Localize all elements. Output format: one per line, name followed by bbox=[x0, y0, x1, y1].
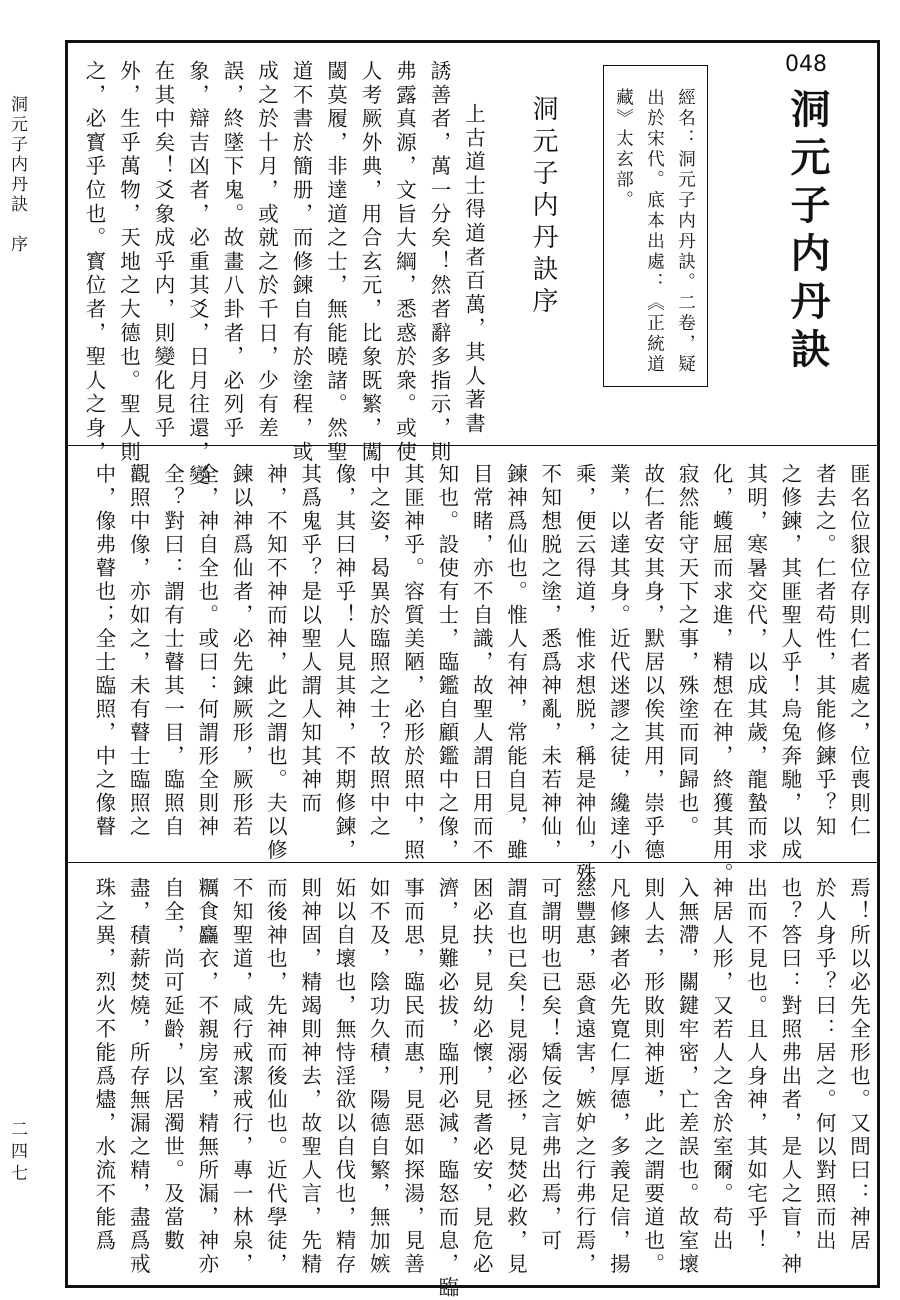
text-column: 神，不知不神而神，此之謂也。夫以修 bbox=[263, 463, 288, 863]
text-column: 濟，見難必拔，臨刑必減，臨怒而息，臨 bbox=[434, 877, 459, 1300]
text-column: 鍊以神爲仙者，必先鍊厥形，厥形若 bbox=[229, 463, 254, 839]
text-column: 觀照中像，亦如之，未有瞽士臨照之 bbox=[126, 463, 151, 839]
text-column: 故仁者安其身，默居以俟其用，崇乎德 bbox=[640, 463, 665, 863]
text-column: 如不及，陰功久積，陽德自繁，無加嫉 bbox=[366, 877, 391, 1277]
text-column: 知也。設使有士，臨鑑自顧鑑中之像， bbox=[434, 463, 459, 863]
text-column: 凡修鍊者必先寛仁厚德，多義足信，揚 bbox=[606, 877, 631, 1277]
text-column: 出而不見也。且人身神，其如宅乎！ bbox=[743, 877, 768, 1253]
text-column: 盡，積薪焚燒，所存無漏之精，盡爲戒 bbox=[126, 877, 151, 1277]
text-column: 閾莫履，非達道之士，無能曉諸。然聖 bbox=[323, 60, 348, 465]
text-column: 道不書於簡册，而修鍊自有於塗程，或 bbox=[289, 60, 313, 465]
entry-title: 洞元子内丹訣 bbox=[784, 88, 830, 376]
preface-title: 洞元子内丹訣序 bbox=[528, 95, 558, 319]
text-column: 弗露真源，文旨大綱，悉惑於衆。或使 bbox=[392, 60, 417, 465]
text-column: 之修鍊，其匪聖人乎！烏兔奔馳，以成 bbox=[777, 463, 802, 863]
text-column: 困必扶，見幼必懷，見耆必安，見危必 bbox=[469, 877, 494, 1277]
text-column: 而後神也，先神而後仙也。近代學徒， bbox=[263, 877, 288, 1277]
note-line: 藏》太玄部。 bbox=[613, 88, 634, 211]
text-column: 可謂明也已矣！矯佞之言弗出焉，可 bbox=[537, 877, 562, 1253]
text-column: 其明，寒暑交代，以成其歲，龍蟄而求 bbox=[743, 463, 768, 863]
text-column: 誤，終墜下鬼。故畫八卦者，必列乎 bbox=[220, 60, 244, 441]
text-column: 之，必寳乎位也。寳位者，聖人之身， bbox=[82, 60, 106, 465]
text-column: 也？答曰：對照弗出者，是人之盲，神 bbox=[777, 877, 802, 1277]
text-column: 不知聖道，咸行戒潔戒行，專一林泉， bbox=[229, 877, 254, 1277]
text-column: 慈豐惠，惡貪遠害，嫉妒之行弗行焉， bbox=[572, 877, 597, 1277]
text-column: 鍊神爲仙也。惟人有神，常能自見，雖 bbox=[503, 463, 528, 863]
text-column: 入無滯，關鍵牢密，亡差誤也。故室壞 bbox=[675, 877, 699, 1277]
text-column: 匪名位貇位存則仁者處之，位喪則仁 bbox=[846, 463, 871, 839]
text-column: 像，其曰神乎！人見其神，不期修鍊， bbox=[332, 463, 356, 863]
text-column: 外，生乎萬物，天地之大德也。聖人則 bbox=[116, 60, 141, 465]
note-line: 出於宋代。底本出處：《正統道 bbox=[644, 88, 665, 375]
text-column: 糲食麤衣，不親房室，精無所漏，神亦 bbox=[194, 877, 219, 1277]
text-column: 中之姿，曷異於臨照之士？故照中之 bbox=[366, 463, 391, 839]
text-column: 珠之異，烈火不能爲燼，水流不能爲 bbox=[91, 877, 116, 1253]
text-column: 事而思，臨民而惠，見惡如探湯，見善 bbox=[400, 877, 425, 1277]
text-column: 謂直也已矣！見溺必拯，見焚必救，見 bbox=[503, 877, 528, 1277]
text-column: 其匪神乎。容質美陋，必形於照中，照 bbox=[400, 463, 425, 863]
text-column: 則神固，精竭則神去，故聖人言，先精 bbox=[297, 877, 322, 1277]
text-column: 神居人形，又若人之舍於室爾。苟出 bbox=[709, 877, 734, 1253]
text-column: 乘，便云得道，惟求想脱，稱是神仙，殊 bbox=[572, 463, 597, 886]
text-column: 象，辯吉凶者，必重其爻，日月往還，變 bbox=[185, 60, 210, 489]
text-column: 自全，尚可延齡，以居濁世。及當數 bbox=[160, 877, 185, 1253]
running-header: 洞元子内丹訣 序 bbox=[7, 95, 27, 255]
text-column: 全，神自全也。或曰：何謂形全則神 bbox=[194, 463, 219, 839]
text-column: 其爲鬼乎？是以聖人謂人知其神而 bbox=[297, 463, 322, 816]
text-column: 上古道士得道者百萬，其人著書 bbox=[461, 103, 486, 437]
text-column: 妬以自壞也，無恃淫欲以自伐也，精存 bbox=[332, 877, 356, 1277]
page-number: 二四七 bbox=[7, 1120, 27, 1186]
text-column: 成之於十月，或就之於千日，少有差 bbox=[254, 60, 279, 441]
text-column: 誘善者，萬一分矣！然者辭多指示，則 bbox=[427, 60, 451, 465]
entry-number: 048 bbox=[785, 52, 827, 77]
text-column: 目常睹，亦不自識，故聖人謂日用而不 bbox=[469, 463, 494, 863]
text-column: 則人去，形敗則神逝，此之謂要道也。 bbox=[640, 877, 665, 1277]
text-column: 於人身乎？曰：居之。何以對照而出 bbox=[812, 877, 837, 1253]
text-column: 化，蠖屈而求進，精想在神，終獲其用。 bbox=[709, 463, 734, 886]
text-column: 不知想脱之塗，悉爲神亂，未若神仙， bbox=[537, 463, 562, 863]
text-column: 全？對曰：謂有士瞽其一目，臨照自 bbox=[160, 463, 185, 839]
text-column: 人考厥外典，用合玄元，比象既繁，闖 bbox=[358, 60, 382, 465]
text-column: 焉！所以必先全形也。又問曰：神居 bbox=[846, 877, 871, 1253]
text-column: 寂然能守天下之事，殊塗而同歸也。 bbox=[675, 463, 699, 839]
text-column: 在其中矣！爻象成乎内，則變化見乎 bbox=[151, 60, 175, 441]
note-line: 經名：洞元子内丹訣。二卷，疑 bbox=[675, 88, 696, 375]
text-column: 者去之。仁者苟性，其能修鍊乎？知 bbox=[812, 463, 837, 839]
text-column: 中，像弗瞽也；全士臨照，中之像瞽 bbox=[91, 463, 116, 839]
text-column: 業，以達其身。近代迷謬之徒，纔達小 bbox=[606, 463, 631, 863]
